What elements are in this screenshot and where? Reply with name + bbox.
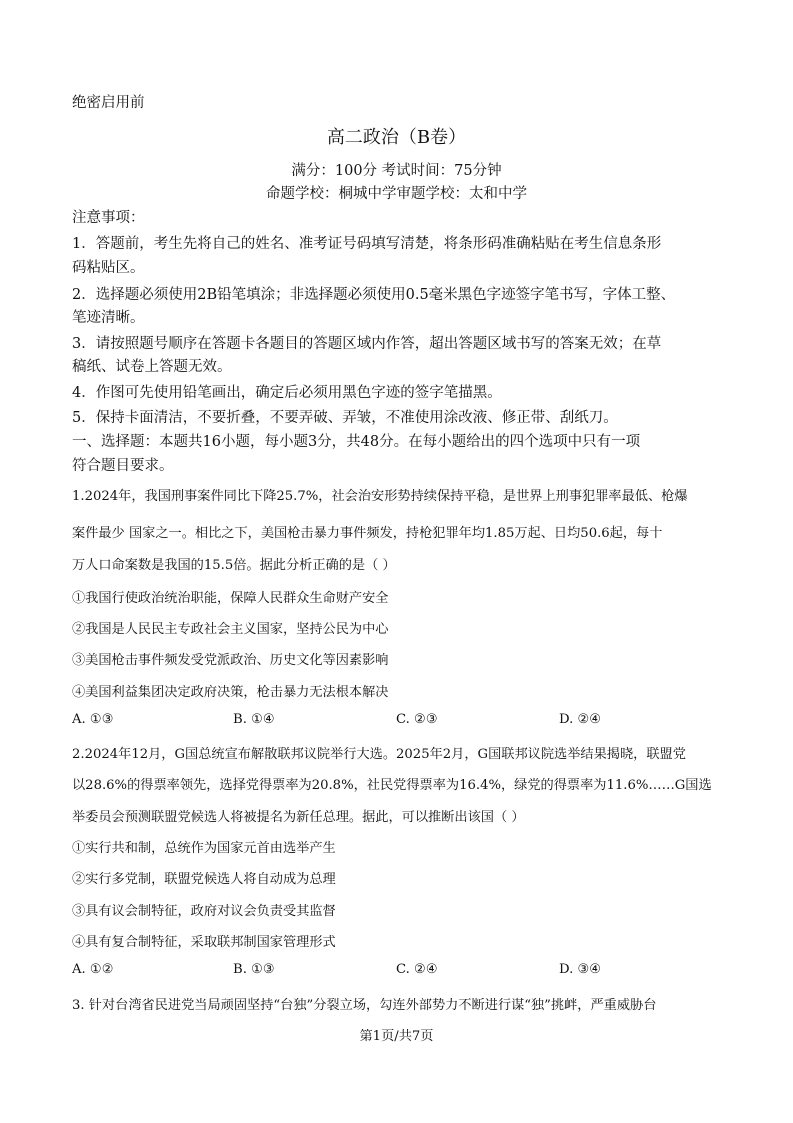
- question-1-line: 万人口命案数是我国的15.5倍。据此分析正确的是（ ）: [72, 558, 396, 573]
- notice-line: 1．答题前，考生先将自己的姓名、准考证号码填写清楚，将条形码准确粘贴在考生信息条形: [72, 236, 662, 252]
- notice-line: 码粘贴区。: [72, 260, 145, 276]
- question-1-option-d: D. ②④: [559, 712, 602, 727]
- notice-line: 笔迹清晰。: [72, 310, 145, 326]
- question-1-statement: ④美国利益集团决定政府决策，枪击暴力无法根本解决: [72, 685, 389, 700]
- section-heading-cont: 符合题目要求。: [72, 458, 174, 474]
- question-1-statement: ③美国枪击事件频发受党派政治、历史文化等因素影响: [72, 653, 389, 668]
- question-1-statement: ①我国行使政治统治职能，保障人民群众生命财产安全: [72, 591, 389, 606]
- question-3-line: 3. 针对台湾省民进党当局顽固坚持“台独”分裂立场，勾连外部势力不断进行谋“独”挑衅，严重威胁台: [72, 998, 657, 1013]
- question-2-line: 以28.6%的得票率领先，选择党得票率为20.8%，社民党得票率为16.4%，绿党的得票率为11.6%……G国选: [72, 778, 712, 793]
- notice-line: 3．请按照题号顺序在答题卡各题目的答题区域内作答，超出答题区域书写的答案无效；在草: [72, 336, 662, 352]
- question-2-option-a: A. ①②: [72, 962, 114, 977]
- notice-line: 5．保持卡面清洁，不要折叠，不要弄破、弄皱，不准使用涂改液、修正带、刮纸刀。: [72, 410, 618, 426]
- school-line: 命题学校：桐城中学审题学校：太和中学: [266, 186, 527, 202]
- question-2-option-d: D. ③④: [559, 962, 602, 977]
- question-2-statement: ②实行多党制，联盟党候选人将自动成为总理: [72, 872, 336, 887]
- question-1-option-a: A. ①③: [72, 712, 114, 727]
- secrecy-label: 绝密启用前: [72, 95, 145, 111]
- question-1-option-c: C. ②③: [396, 712, 438, 727]
- notice-line: 2．选择题必须使用2B铅笔填涂；非选择题必须使用0.5毫米黑色字迹签字笔书写，字体工整、: [72, 287, 676, 303]
- score-time-line: 满分：100分 考试时间：75分钟: [291, 163, 502, 179]
- notice-heading: 注意事项：: [72, 210, 145, 226]
- page-number: 第1页/共7页: [359, 1029, 434, 1044]
- question-1-statement: ②我国是人民民主专政社会主义国家，坚持公民为中心: [72, 622, 389, 637]
- exam-title: 高二政治（B卷）: [326, 127, 467, 148]
- question-2-statement: ①实行共和制，总统作为国家元首由选举产生: [72, 841, 336, 856]
- question-2-statement: ④具有复合制特征，采取联邦制国家管理形式: [72, 935, 336, 950]
- question-2-statement: ③具有议会制特征，政府对议会负责受其监督: [72, 904, 336, 919]
- question-2-line: 举委员会预测联盟党候选人将被提名为新任总理。据此，可以推断出该国（ ）: [72, 810, 525, 825]
- notice-line: 稿纸、试卷上答题无效。: [72, 359, 232, 375]
- notice-line: 4．作图可先使用铅笔画出，确定后必须用黑色字迹的签字笔描黑。: [72, 385, 502, 401]
- question-2-option-c: C. ②④: [396, 962, 438, 977]
- question-1-line: 案件最少 国家之一。相比之下，美国枪击暴力事件频发，持枪犯罪年均1.85万起、日均50.6起，每十: [72, 526, 663, 541]
- question-1-option-b: B. ①④: [233, 712, 275, 727]
- question-1-line: 1.2024年，我国刑事案件同比下降25.7%，社会治安形势持续保持平稳，是世界上刑事犯罪率最低、枪爆: [72, 489, 688, 504]
- question-2-option-b: B. ①③: [233, 962, 275, 977]
- question-2-line: 2.2024年12月，G国总统宣布解散联邦议院举行大选。2025年2月，G国联邦议院选举结果揭晓，联盟党: [72, 747, 686, 762]
- section-heading: 一、选择题：本题共16小题，每小题3分，共48分。在每小题给出的四个选项中只有一项: [72, 434, 641, 450]
